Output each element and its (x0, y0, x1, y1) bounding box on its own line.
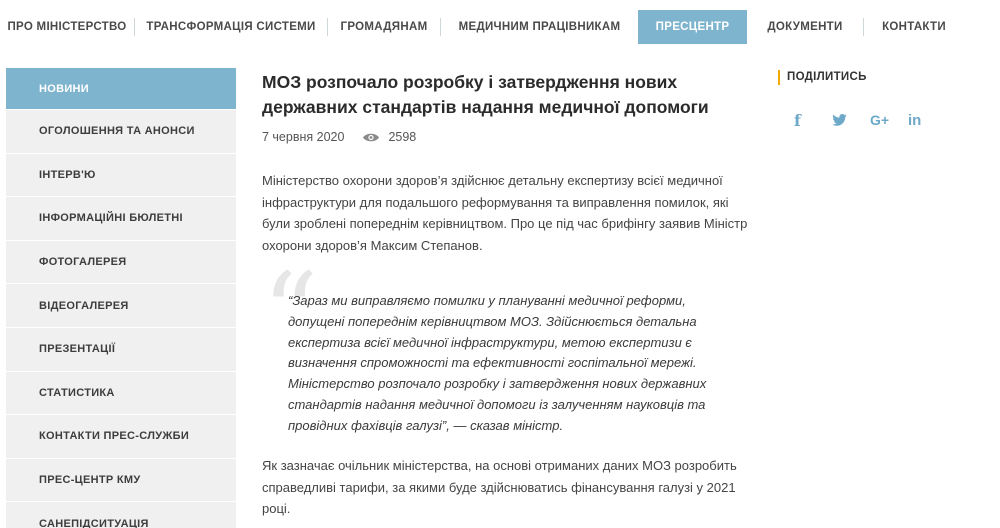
article-quote: “Зараз ми виправляємо помилки у плануванні медичної реформи, допущені попереднім керівництвом МОЗ. Здійснюється детальна експертиза всієї медичної інфраструктури, метою експертизи є визначення спроможності та ефективності госпітальної мережі. Міністерство розпочало розробку і затвердження нових державних стандартів надання медичної допомоги із залученням науковців та провідних фахівців галузі”, — сказав міністр. (288, 293, 707, 433)
share-icons (778, 109, 978, 131)
facebook-icon[interactable]: f (794, 110, 801, 130)
nav-item-citizens[interactable]: ГРОМАДЯНАМ (340, 21, 428, 33)
article-paragraph: Як зазначає очільник міністерства, на основі отриманих даних МОЗ розробить справедливі тарифи, за якими буде здійснюватись фінансування галузі у 2021 році. (262, 458, 737, 516)
linkedin-icon[interactable]: in (908, 111, 922, 129)
top-navigation (0, 10, 1000, 44)
google-plus-icon[interactable]: G+ (870, 112, 890, 128)
twitter-icon[interactable] (832, 109, 870, 131)
nav-item-about-ministry[interactable]: ПРО МІНІСТЕРСТВО (7, 21, 127, 33)
sidebar-item-info-bulletins[interactable]: ІНФОРМАЦІЙНІ БЮЛЕТНІ (6, 197, 236, 241)
article (262, 70, 752, 516)
article-title: МОЗ розпочало розробку і затвердження нових державних стандартів надання медичної допомоги (262, 72, 709, 117)
sidebar-item-sanitary-situation[interactable]: САНЕПІДСИТУАЦІЯ (6, 502, 236, 528)
eye-icon (362, 132, 380, 143)
nav-item-contacts[interactable]: КОНТАКТИ (882, 21, 946, 33)
press-center-sidebar (6, 68, 236, 528)
sidebar-item-statistics[interactable]: СТАТИСТИКА (6, 372, 236, 416)
sidebar-item-interviews[interactable]: ІНТЕРВ'Ю (6, 154, 236, 198)
sidebar-item-photo-gallery[interactable]: ФОТОГАЛЕРЕЯ (6, 241, 236, 285)
sidebar-item-press-contacts[interactable]: КОНТАКТИ ПРЕС-СЛУЖБИ (6, 415, 236, 459)
article-meta (262, 128, 752, 146)
twitter-bird-icon (832, 114, 847, 126)
share-title: ПОДІЛИТИСЬ (778, 70, 978, 85)
nav-item-press-center[interactable]: ПРЕСЦЕНТР (638, 10, 747, 44)
article-lead-paragraph: Міністерство охорони здоров’я здійснює детальну експертизу всієї медичної інфраструктури для подальшого реформування та виправлення помилок, які були зроблені попереднім керівництвом. Про це під час брифінгу заявив Міністр охорони здоров’я Максим Степанов. (262, 173, 748, 253)
nav-item-documents[interactable]: ДОКУМЕНТИ (767, 21, 843, 33)
sidebar-item-news[interactable]: НОВИНИ (6, 68, 236, 110)
sidebar-item-video-gallery[interactable]: ВІДЕОГАЛЕРЕЯ (6, 284, 236, 328)
share-block (778, 70, 978, 131)
nav-item-system-transformation[interactable]: ТРАНСФОРМАЦІЯ СИСТЕМИ (146, 21, 316, 33)
nav-item-medical-workers[interactable]: МЕДИЧНИМ ПРАЦІВНИКАМ (458, 21, 621, 33)
quote-mark-icon: “ (262, 249, 319, 377)
article-views: 2598 (388, 130, 417, 144)
article-date: 7 червня 2020 (262, 130, 345, 144)
sidebar-item-cabinet-press-center[interactable]: ПРЕС-ЦЕНТР КМУ (6, 459, 236, 503)
sidebar-item-announcements[interactable]: ОГОЛОШЕННЯ ТА АНОНСИ (6, 110, 236, 154)
sidebar-item-presentations[interactable]: ПРЕЗЕНТАЦІЇ (6, 328, 236, 372)
